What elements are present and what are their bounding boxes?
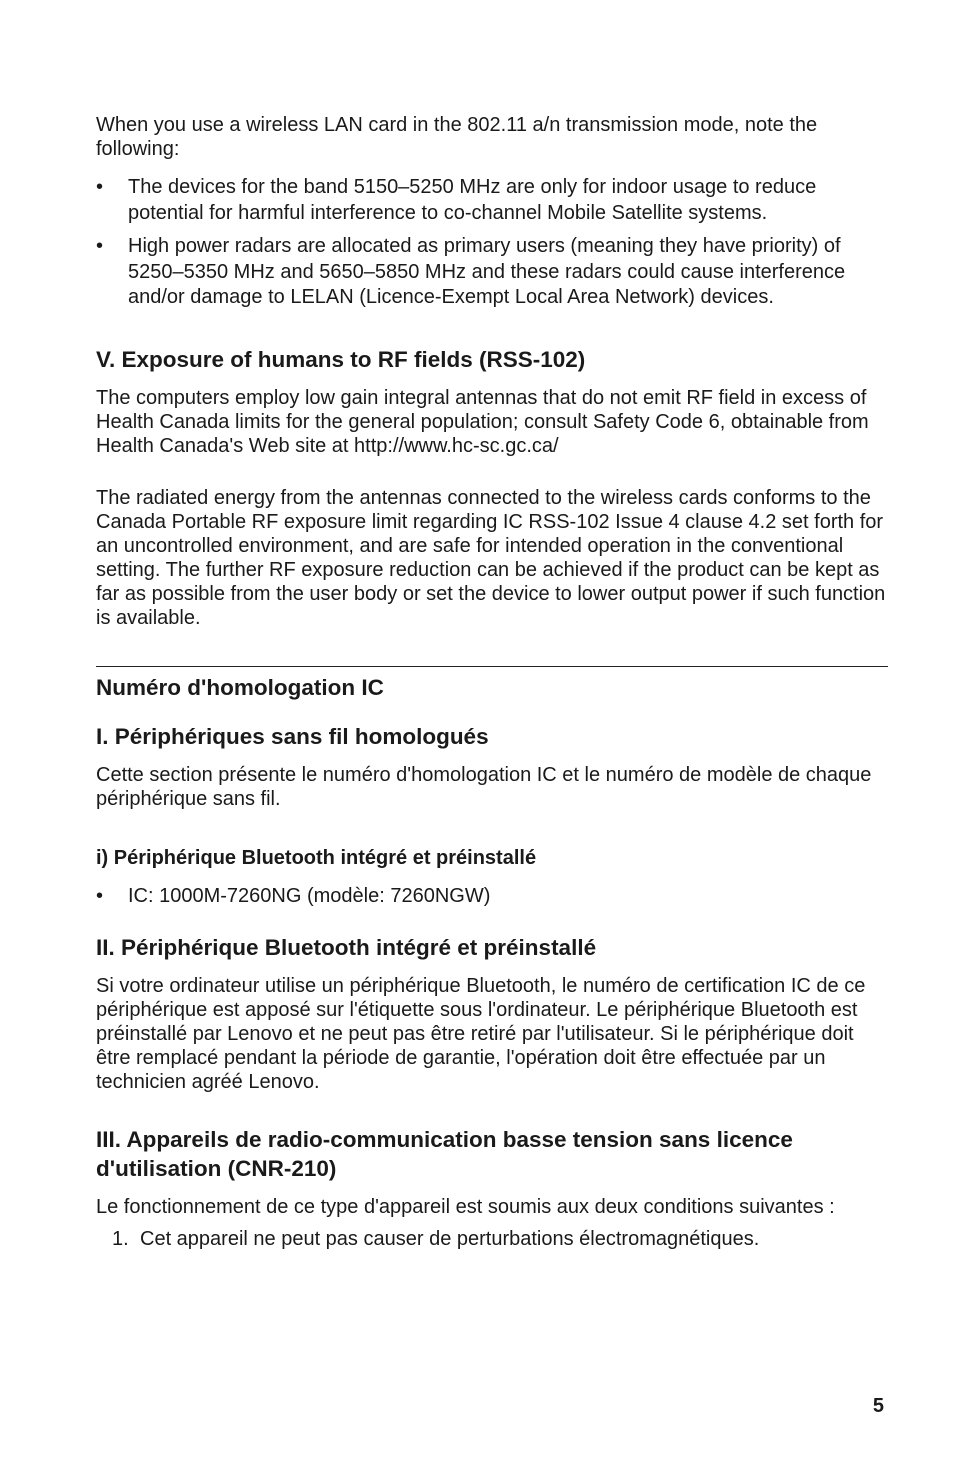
list-item-text: The devices for the band 5150–5250 MHz are only for indoor usage to reduce potential for harmful interference to co-channel Mobile Satellite systems. <box>128 176 817 224</box>
list-item <box>96 884 888 910</box>
section-v-paragraph-1: The computers employ low gain integral antennas that do not emit RF field in excess of Health Canada limits for the general population; consult Safety Code 6, obtainable from Health Canada's Web site at http://www.hc-sc.gc.ca/ <box>96 386 869 457</box>
section-i-paragraph: Cette section présente le numéro d'homologation IC et le numéro de modèle de chaque périphérique sans fil. <box>96 763 872 810</box>
bullet-icon: • <box>96 235 104 257</box>
page-number: 5 <box>872 1395 884 1417</box>
section-iii-numbered-list <box>96 1227 888 1251</box>
section-v-paragraph-2: The radiated energy from the antennas connected to the wireless cards conforms to the Canada Portable RF exposure limit regarding IC RSS-102 Issue 4 clause 4.2 set forth for an uncontrolled environment, and are safe for intended operation in the conventional setting. The further RF exposure reduction can be achieved if the product can be kept as far as possible from the user body or set the device to lower output power if such function is available. <box>96 486 886 629</box>
list-item-text: Cet appareil ne peut pas causer de perturbations électromagnétiques. <box>140 1228 760 1250</box>
french-title: Numéro d'homologation IC <box>96 674 384 700</box>
list-item-text: IC: 1000M-7260NG (modèle: 7260NGW) <box>128 884 491 907</box>
section-i-subheading: i) Périphérique Bluetooth intégré et préinstallé <box>96 846 537 869</box>
bullet-icon: • <box>96 884 104 907</box>
section-v-heading: V. Exposure of humans to RF fields (RSS-102) <box>96 346 586 372</box>
intro-paragraph: When you use a wireless LAN card in the 802.11 a/n transmission mode, note the following: <box>96 114 818 160</box>
document-page <box>96 113 888 1251</box>
list-item <box>96 1227 888 1251</box>
section-i-bullet-list <box>96 884 888 910</box>
section-iii-heading: III. Appareils de radio-communication basse tension sans licence d'utilisation (CNR-210) <box>96 1127 793 1181</box>
section-divider <box>96 666 888 667</box>
list-item-number: 1. <box>112 1228 129 1250</box>
list-item <box>96 234 888 311</box>
list-item <box>96 175 888 226</box>
section-i-heading: I. Périphériques sans fil homologués <box>96 723 489 749</box>
list-item-text: High power radars are allocated as primary users (meaning they have priority) of 5250–5350 MHz and 5650–5850 MHz and these radars could cause interference and/or damage to LELAN (Licence-Exempt Local Area Network) devices. <box>128 235 846 308</box>
bullet-icon: • <box>96 176 104 198</box>
section-iii-paragraph: Le fonctionnement de ce type d'appareil est soumis aux deux conditions suivantes : <box>96 1196 835 1218</box>
section-ii-paragraph: Si votre ordinateur utilise un périphérique Bluetooth, le numéro de certification IC de ce périphérique est apposé sur l'étiquette sous l'ordinateur. Le périphérique Bluetooth est préinstallé par Lenovo et ne peut pas être retiré par l'utilisateur. Si le périphérique doit être remplacé pendant la période de garantie, l'opération doit être effectuée par un technicien agréé Lenovo. <box>96 975 866 1093</box>
intro-bullet-list <box>96 175 888 311</box>
section-ii-heading: II. Périphérique Bluetooth intégré et préinstallé <box>96 935 597 960</box>
